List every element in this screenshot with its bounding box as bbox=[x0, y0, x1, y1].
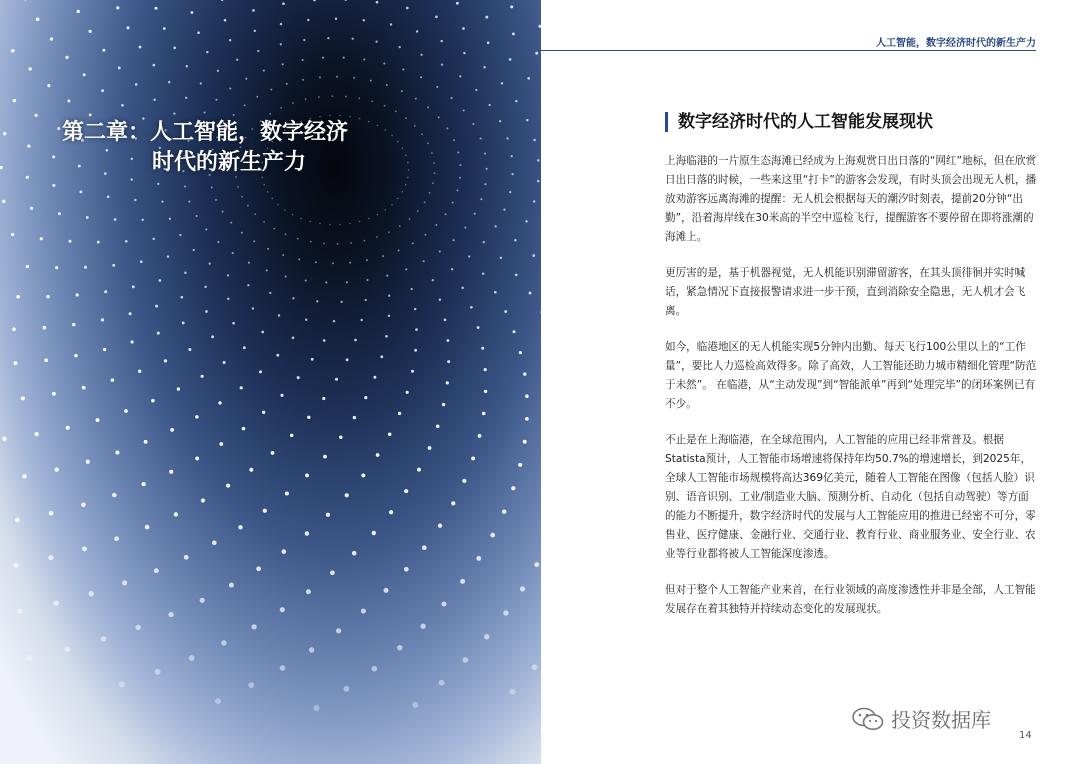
chapter-title bbox=[62, 118, 392, 178]
light-dot-streams bbox=[0, 0, 541, 711]
page-number: 14 bbox=[1019, 730, 1032, 741]
paragraph: 但对于整个人工智能产业来首，在行业领域的高度渗透性并非是全部，人工智能发展存在着其独特并持续动态变化的发展现状。 bbox=[665, 584, 1036, 615]
paragraph: 不止是在上海临港，在全球范围内，人工智能的应用已经非常普及。根据Statista预计，人工智能市场增速将保持年均50.7%的增速增长，到2025年，全球人工智能市场规模将高达369亿美元，随着人工智能在图像（包括人脸）识别、语音识别、工业/制造业大脑、预测分析、自动化（包括自动驾驶）等方面的能力不断提升，数字经济时代的发展与人工智能应用的推进已经密不可分，零售业、医疗健康、金融行业、交通行业、教育行业、商业服务业、安全行业、农业等行业都将被人工智能深度渗透。 bbox=[665, 434, 1036, 560]
watermark bbox=[851, 704, 991, 733]
paragraph: 更厉害的是，基于机器视觉，无人机能识别滞留游客，在其头顶徘徊并实时喊话，紧急情况下直接报警请求进一步干预，直到消除安全隐患，无人机才会飞离。 bbox=[665, 267, 1026, 317]
header-divider bbox=[541, 50, 1036, 51]
watermark-text: 投资数据库 bbox=[891, 708, 991, 732]
chapter-title-line2: 时代的新生产力 bbox=[152, 150, 307, 175]
paragraph: 上海临港的一片原生态海滩已经成为上海观赏日出日落的“网红”地标，但在欣赏日出日落的时候，一些来这里“打卡”的游客会发现，有时头顶会出现无人机，播放劝游客远离海滩的提醒：无人机会根据每天的潮汐时刻表，提前20分钟“出勤”，沿着海岸线在30米高的半空中巡检飞行，提醒游客不要停留在即将涨潮的海滩上。 bbox=[665, 155, 1037, 243]
body-text bbox=[665, 152, 1037, 636]
chapter-title-line1: 第二章：人工智能，数字经济 bbox=[62, 120, 349, 145]
running-header: 人工智能，数字经济时代的新生产力 bbox=[876, 38, 1036, 49]
section-heading: 数字经济时代的人工智能发展现状 bbox=[665, 112, 933, 132]
wechat-icon bbox=[851, 707, 885, 731]
content-page bbox=[541, 0, 1080, 764]
paragraph: 如今，临港地区的无人机能实现5分钟内出勤、每天飞行100公里以上的“工作量”，要比人力巡检高效得多。除了高效，人工智能还助力城市精细化管理“防范于未然”。 在临港，从“主动发现”到“智能派单”再到“处理完毕”的闭环案例已有不少。 bbox=[665, 341, 1037, 410]
